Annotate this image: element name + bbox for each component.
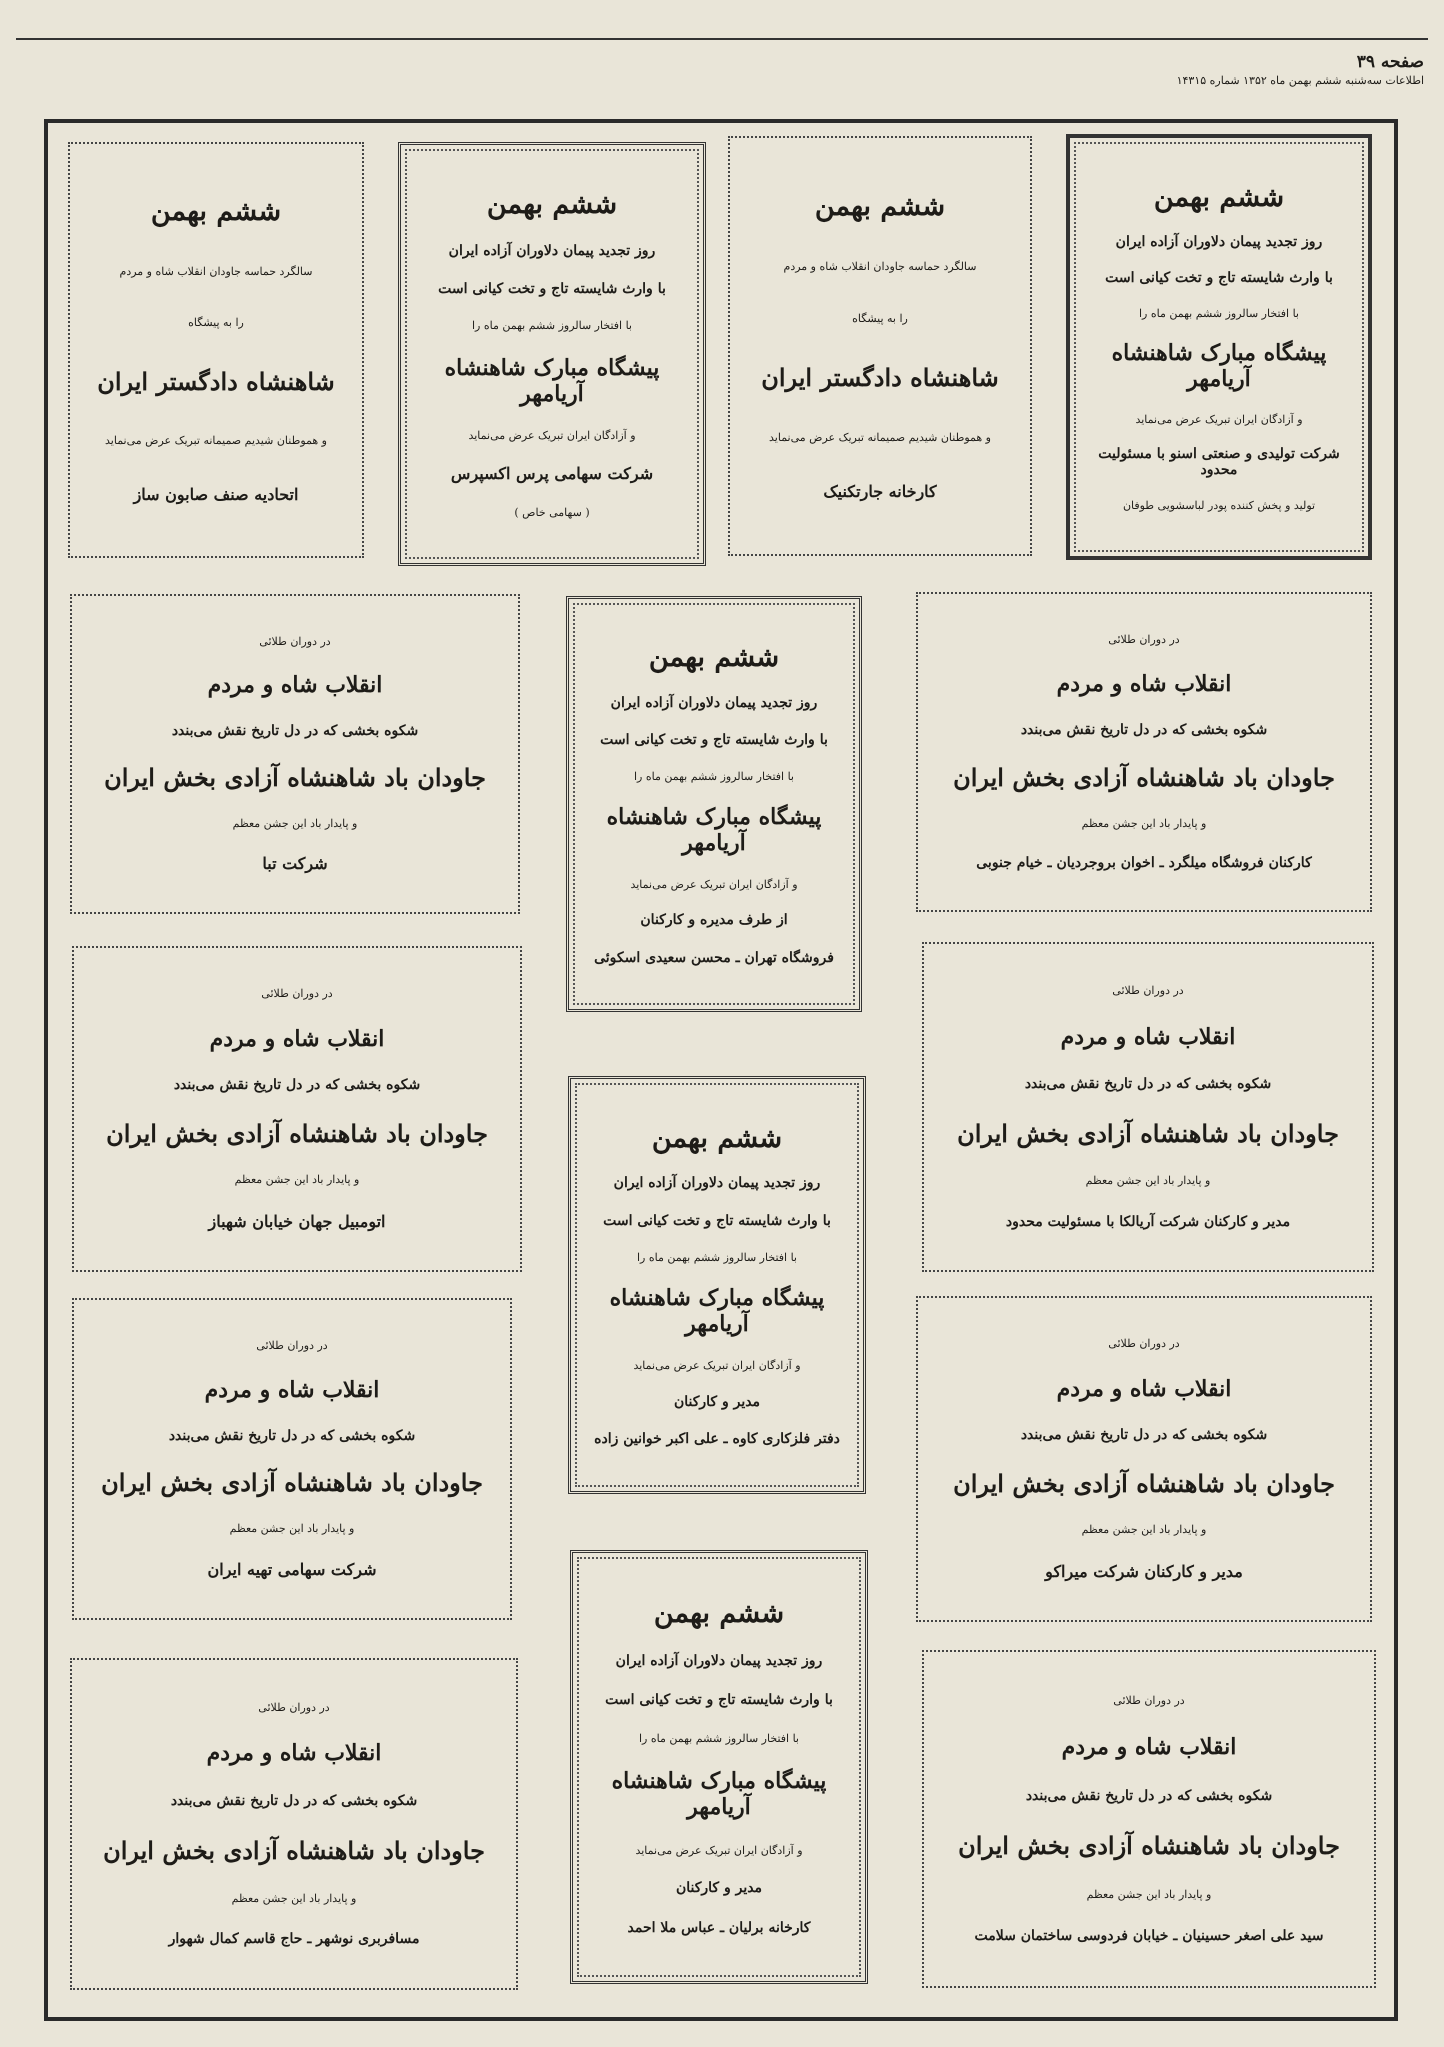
ad-title: انقلاب شاه و مردم: [207, 672, 383, 699]
ad-signature: مدیر و کارکنان شرکت میراکو: [1045, 1561, 1243, 1581]
ad-signature: مسافربری نوشهر ـ حاج قاسم کمال شهوار: [168, 1931, 420, 1948]
ad-top-line: در دوران طلائی: [261, 987, 333, 1001]
ad-signature: اتحادیه صنف صابون ساز: [133, 485, 299, 504]
ad-line: با افتخار سالروز ششم بهمن ماه را: [472, 319, 632, 333]
ad-kaveh-metal: [568, 1076, 866, 1494]
ad-tahieh-iran: [72, 1298, 512, 1620]
ad-line: و پایدار باد این جشن معظم: [1085, 1174, 1211, 1188]
ad-soap-union: [68, 142, 364, 558]
page-number: صفحه ۳۹: [1356, 52, 1424, 72]
ad-main-line: پیشگاه مبارک شاهنشاه آریامهر: [609, 1285, 825, 1338]
ad-signature: شرکت سهامی پرس اکسپرس: [450, 464, 654, 484]
ad-signature: دفتر فلزکاری کاوه ـ علی اکبر خوانین زاده: [594, 1431, 840, 1448]
ad-signature: سید علی اصغر حسینیان ـ خیابان فردوسی ساختمان سلامت: [974, 1928, 1324, 1945]
ad-signature: تولید و پخش کننده پودر لباسشویی طوفان: [1122, 498, 1316, 512]
ad-snow-company: [1066, 134, 1372, 560]
ad-line: و پایدار باد این جشن معظم: [234, 1173, 360, 1187]
ad-line: و آزادگان ایران تبریک عرض می‌نماید: [468, 428, 636, 442]
ad-line: را به پیشگاه: [852, 311, 908, 325]
ad-title: ششم بهمن: [651, 1122, 783, 1154]
ad-tehran-store: [566, 596, 862, 1012]
ad-note: ( سهامی خاص ): [514, 505, 590, 519]
ad-line: و آزادگان ایران تبریک عرض می‌نماید: [635, 1843, 803, 1857]
ad-main-line: پیشگاه مبارک شاهنشاه آریامهر: [611, 1768, 827, 1821]
ad-main-line: جاودان باد شاهنشاه آزادی بخش ایران: [953, 1468, 1335, 1498]
ad-line: و آزادگان ایران تبریک عرض می‌نماید: [1135, 412, 1303, 426]
ad-line: و هموطنان شیدیم صمیمانه تبریک عرض می‌نماید: [769, 430, 991, 444]
ad-press-express: [398, 142, 706, 566]
ad-signature: شرکت تولیدی و صنعتی اسنو با مسئولیت محدود: [1098, 446, 1340, 479]
ad-milgard-store: [916, 592, 1372, 912]
ad-line: شکوه بخشی که در دل تاریخ نقش می‌بندد: [168, 1427, 416, 1444]
ad-line: شکوه بخشی که در دل تاریخ نقش می‌بندد: [1020, 722, 1268, 738]
ad-otomobil-jahan: [72, 946, 522, 1272]
ad-line: با افتخار سالروز ششم بهمن ماه را: [1139, 306, 1299, 320]
ad-line: با افتخار سالروز ششم بهمن ماه را: [639, 1731, 799, 1745]
ad-line: سالگرد حماسه جاودان انقلاب شاه و مردم: [783, 260, 977, 274]
ad-nowshahr-travel: [70, 1658, 518, 1990]
ad-line: و پایدار باد این جشن معظم: [231, 1891, 357, 1905]
ad-line: سالگرد حماسه جاودان انقلاب شاه و مردم: [119, 265, 313, 278]
ad-top-line: در دوران طلائی: [1108, 1337, 1180, 1351]
ad-line: شکوه بخشی که در دل تاریخ نقش می‌بندد: [173, 1077, 421, 1094]
ad-line: روز تجدید پیمان دلاوران آزاده ایران: [610, 694, 818, 711]
ad-title: ششم بهمن: [814, 190, 946, 222]
ad-signature: کارخانه برلیان ـ عباس ملا احمد: [627, 1919, 811, 1936]
ad-jartechnik: [728, 136, 1032, 556]
ad-signature: مدیر و کارکنان شرکت آریالکا با مسئولیت محدود: [1005, 1213, 1291, 1230]
ad-line: با وارث شایسته تاج و تخت کیانی است: [1105, 270, 1333, 287]
ad-main-line: شاهنشاه دادگستر ایران: [761, 363, 999, 393]
ad-line: با وارث شایسته تاج و تخت کیانی است: [605, 1692, 833, 1709]
ad-main-line: پیشگاه مبارک شاهنشاه آریامهر: [1111, 340, 1327, 393]
ad-signature: مدیر و کارکنان: [675, 1880, 763, 1897]
ad-line: را به پیشگاه: [188, 316, 244, 329]
ad-main-line: جاودان باد شاهنشاه آزادی بخش ایران: [101, 1468, 483, 1498]
ad-signature: مدیر و کارکنان: [673, 1393, 761, 1410]
issue-info: اطلاعات سه‌شنبه ششم بهمن ماه ۱۳۵۲ شماره ۱۴۳۱۵: [1176, 74, 1424, 87]
ad-main-line: جاودان باد شاهنشاه آزادی بخش ایران: [953, 763, 1335, 792]
ad-line: و پایدار باد این جشن معظم: [1081, 817, 1207, 830]
ad-title: انقلاب شاه و مردم: [1061, 1734, 1237, 1761]
ad-line: با افتخار سالروز ششم بهمن ماه را: [637, 1250, 797, 1264]
ad-line: با افتخار سالروز ششم بهمن ماه را: [634, 769, 794, 783]
ad-berlian-factory: [570, 1550, 868, 1984]
ad-top-line: در دوران طلائی: [259, 634, 331, 648]
ad-top-line: در دوران طلائی: [258, 1700, 330, 1714]
ad-signature: شرکت سهامی تهیه ایران: [207, 1560, 377, 1580]
ad-main-line: شاهنشاه دادگستر ایران: [97, 367, 335, 396]
ad-top-line: در دوران طلائی: [1113, 1693, 1185, 1707]
ad-line: و پایدار باد این جشن معظم: [232, 816, 358, 830]
ad-top-line: در دوران طلائی: [1108, 633, 1180, 646]
ad-line: و آزادگان ایران تبریک عرض می‌نماید: [630, 877, 798, 891]
ad-arialka: [922, 942, 1374, 1272]
ad-main-line: جاودان باد شاهنشاه آزادی بخش ایران: [106, 1118, 488, 1148]
ad-line: روز تجدید پیمان دلاوران آزاده ایران: [615, 1652, 823, 1669]
ad-signature: شرکت تبا: [262, 854, 328, 874]
ad-title: ششم بهمن: [486, 189, 618, 221]
ad-line: روز تجدید پیمان دلاوران آزاده ایران: [613, 1175, 821, 1192]
ad-title: انقلاب شاه و مردم: [206, 1740, 382, 1767]
ad-signature: از طرف مدیره و کارکنان: [640, 912, 788, 929]
ad-signature: اتومبیل جهان خیابان شهباز: [208, 1211, 386, 1231]
ad-title: ششم بهمن: [653, 1598, 785, 1630]
ad-title: انقلاب شاه و مردم: [1056, 1375, 1232, 1402]
ad-title: انقلاب شاه و مردم: [1056, 671, 1232, 697]
ad-main-line: جاودان باد شاهنشاه آزادی بخش ایران: [958, 1831, 1340, 1861]
ad-line: شکوه بخشی که در دل تاریخ نقش می‌بندد: [1020, 1427, 1268, 1444]
ad-main-line: پیشگاه مبارک شاهنشاه آریامهر: [444, 354, 660, 407]
ad-line: شکوه بخشی که در دل تاریخ نقش می‌بندد: [1024, 1076, 1272, 1093]
ad-title: ششم بهمن: [150, 196, 282, 227]
ad-signature: کارکنان فروشگاه میلگرد ـ اخوان بروجردیان ـ خیام جنوبی: [976, 855, 1312, 871]
ad-line: با وارث شایسته تاج و تخت کیانی است: [438, 280, 666, 297]
ad-title: انقلاب شاه و مردم: [1060, 1023, 1236, 1050]
ad-line: و پایدار باد این جشن معظم: [229, 1522, 355, 1536]
ad-line: با وارث شایسته تاج و تخت کیانی است: [603, 1212, 831, 1229]
ad-line: و پایدار باد این جشن معظم: [1086, 1887, 1212, 1901]
ad-title: ششم بهمن: [648, 642, 780, 674]
ad-hosseinian: [922, 1650, 1376, 1988]
page-header: [16, 38, 1428, 92]
ad-title: انقلاب شاه و مردم: [209, 1025, 385, 1052]
ad-line: و آزادگان ایران تبریک عرض می‌نماید: [633, 1358, 801, 1372]
ad-main-line: جاودان باد شاهنشاه آزادی بخش ایران: [103, 1835, 485, 1865]
ad-title: ششم بهمن: [1153, 182, 1285, 214]
ad-line: و هموطنان شیدیم صمیمانه تبریک عرض می‌نماید: [105, 434, 327, 447]
ad-signature: فروشگاه تهران ـ محسن سعیدی اسکوئی: [594, 949, 834, 966]
ad-signature: کارخانه جارتکنیک: [823, 482, 937, 502]
ad-line: روز تجدید پیمان دلاوران آزاده ایران: [1115, 233, 1323, 250]
ad-line: شکوه بخشی که در دل تاریخ نقش می‌بندد: [170, 1793, 418, 1810]
ad-main-line: جاودان باد شاهنشاه آزادی بخش ایران: [104, 763, 486, 793]
ad-main-line: جاودان باد شاهنشاه آزادی بخش ایران: [957, 1118, 1339, 1148]
ad-miraco: [916, 1296, 1372, 1622]
ad-line: با وارث شایسته تاج و تخت کیانی است: [600, 732, 828, 749]
ad-main-line: پیشگاه مبارک شاهنشاه آریامهر: [606, 804, 822, 857]
ad-line: و پایدار باد این جشن معظم: [1081, 1523, 1207, 1537]
ad-line: شکوه بخشی که در دل تاریخ نقش می‌بندد: [171, 722, 419, 739]
ad-top-line: در دوران طلائی: [256, 1338, 328, 1352]
ad-line: شکوه بخشی که در دل تاریخ نقش می‌بندد: [1025, 1787, 1273, 1804]
ad-title: انقلاب شاه و مردم: [204, 1376, 380, 1403]
ad-line: روز تجدید پیمان دلاوران آزاده ایران: [448, 242, 656, 259]
ad-top-line: در دوران طلائی: [1112, 984, 1184, 998]
ad-taba: [70, 594, 520, 914]
